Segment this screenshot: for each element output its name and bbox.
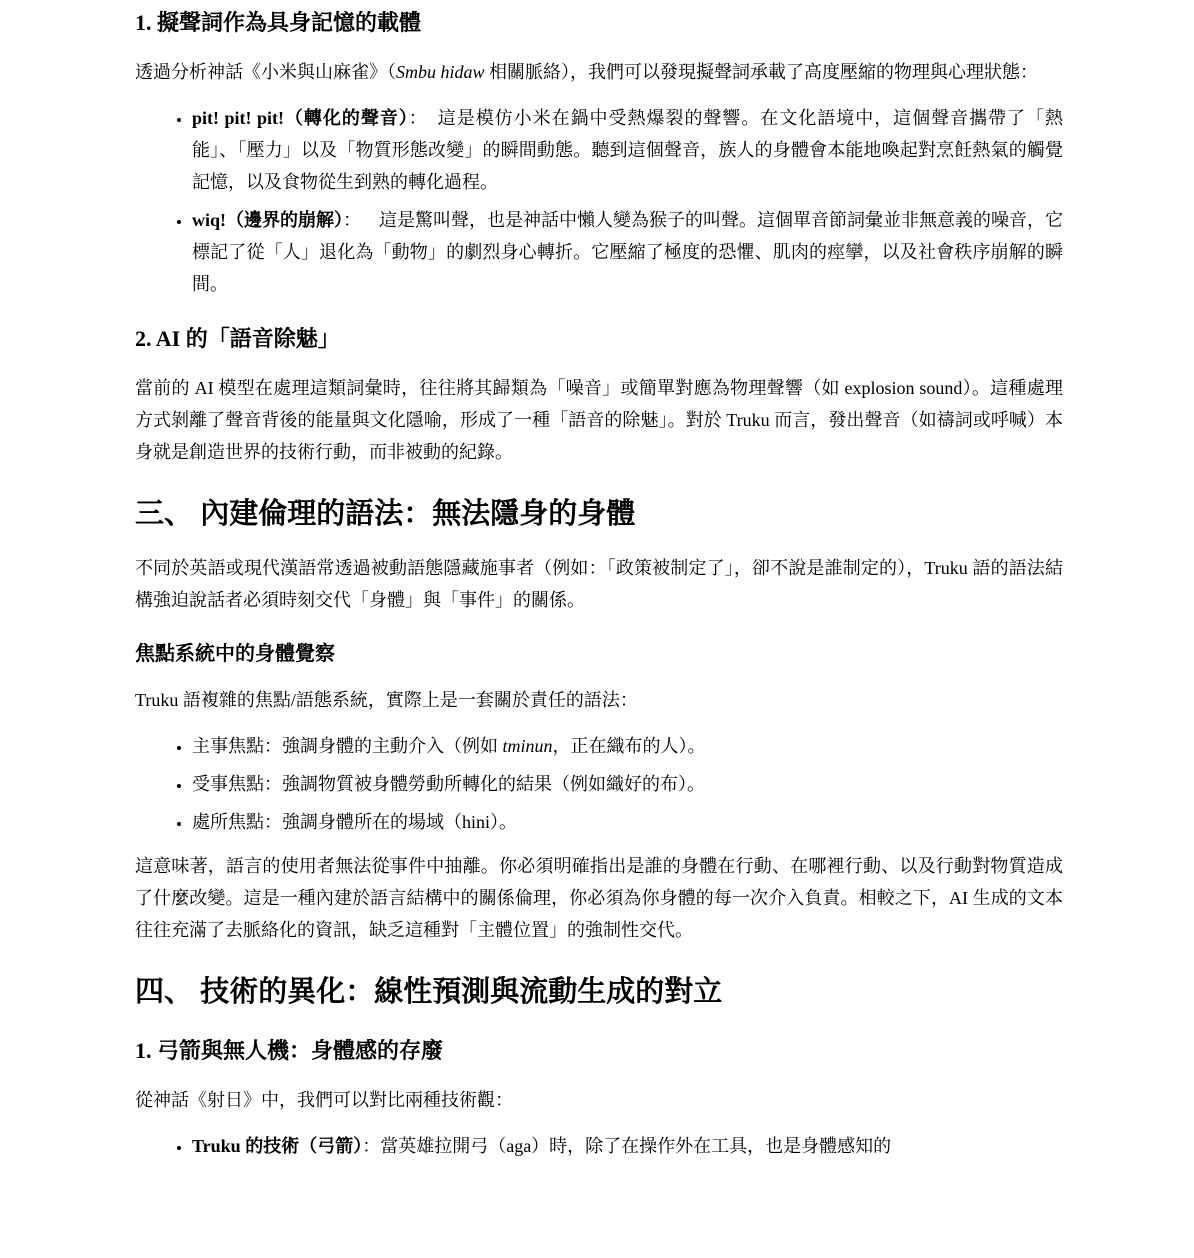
list-item-locative-focus [192,806,1063,838]
chapter-heading-ethics-grammar: 三、 內建倫理的語法：無法隱身的身體 [135,498,636,530]
list-item-pit [192,102,1063,198]
paragraph-ethics-grammar: 不同於英語或現代漢語常透過被動語態隱藏施事者（例如：「政策被制定了」，卻不說是誰制定的），Truku 語的語法結構強迫說話者必須時刻交代「身體」與「事件」的關係。 [135,558,1063,610]
text-run: ，正在織布的人）。 [552,736,706,756]
list-item-text: ：當英雄拉開弓（aga）時，除了在操作外在工具，也是身體感知的 [362,1136,892,1156]
paragraph-ai-disenchantment: 當前的 AI 模型在處理這類詞彙時，往往將其歸類為「噪音」或簡單對應為物理聲響（如 explosion sound）。這種處理方式剝離了聲音背後的能量與文化隱喻，形成了一種「語音的除魅」。對於 Truku 而言，發出聲音（如禱詞或呼喊）本身就是創造世界的技術行動，而非被動的紀錄。 [135,378,1063,462]
list-item-text: ： 這是模仿小米在鍋中受熱爆裂的聲響。在文化語境中，這個聲音攜帶了「熱能」、「壓力」以及「物質形態改變」的瞬間動態。聽到這個聲音，族人的身體會本能地喚起對烹飪熱氣的觸覺記憶，以及食物從生到熟的轉化過程。 [192,108,1064,192]
text-run: 受事焦點：強調物質被身體勞動所轉化的結果（例如織好的布）。 [192,774,705,794]
list-item-lead: wiq!（邊界的崩解） [192,210,344,230]
bullet-list-onomatopoeia [135,102,1063,300]
text-run: 主事焦點：強調身體的主動介入（例如 [192,736,503,756]
section-heading-ai-disenchantment: 2. AI 的「語音除魅」 [135,326,340,351]
list-item-wiq [192,204,1063,300]
bullet-list-focus [135,730,1063,838]
list-item-patient-focus [192,768,1063,800]
section-heading-bow-drone: 1. 弓箭與無人機：身體感的存廢 [135,1038,444,1063]
italic-term: Smbu hidaw [396,62,485,82]
subsection-heading-focus-system: 焦點系統中的身體覺察 [135,643,335,665]
bullet-list-tech-views [135,1130,1063,1162]
list-item-lead: Truku 的技術（弓箭） [192,1136,363,1156]
list-item-agent-focus [192,730,1063,762]
text-run: 透過分析神話《小米與山麻雀》（ [135,62,396,82]
text-run: 相關脈絡），我們可以發現擬聲詞承載了高度壓縮的物理與心理狀態： [484,62,1039,82]
paragraph-shoot-sun-intro: 從神話《射日》中，我們可以對比兩種技術觀： [135,1090,513,1110]
paragraph-focus-outro: 這意味著，語言的使用者無法從事件中抽離。你必須明確指出是誰的身體在行動、在哪裡行動、以及行動對物質造成了什麼改變。這是一種內建於語言結構中的關係倫理，你必須為你身體的每一次介入負責。相較之下，AI 生成的文本往往充滿了去脈絡化的資訊，缺乏這種對「主體位置」的強制性交代。 [135,856,1063,940]
chapter-heading-tech-alienation: 四、 技術的異化：線性預測與流動生成的對立 [135,976,723,1008]
document-content [135,0,1063,1174]
list-item-lead: pit! pit! pit!（轉化的聲音） [192,108,409,128]
text-run: 處所焦點：強調身體所在的場域（hini）。 [192,812,518,832]
paragraph-focus-intro: Truku 語複雜的焦點/語態系統，實際上是一套關於責任的語法： [135,690,638,710]
list-item-truku-tech [192,1130,1063,1162]
section-heading-onomatopoeia: 1. 擬聲詞作為具身記憶的載體 [135,10,422,35]
italic-term: tminun [502,736,553,756]
paragraph-onomatopoeia-intro [135,56,1063,88]
list-item-text: ： 這是驚叫聲，也是神話中懶人變為猴子的叫聲。這個單音節詞彙並非無意義的噪音，它標記了從「人」退化為「動物」的劇烈身心轉折。它壓縮了極度的恐懼、肌肉的痙攣，以及社會秩序崩解的瞬間。 [192,210,1064,294]
